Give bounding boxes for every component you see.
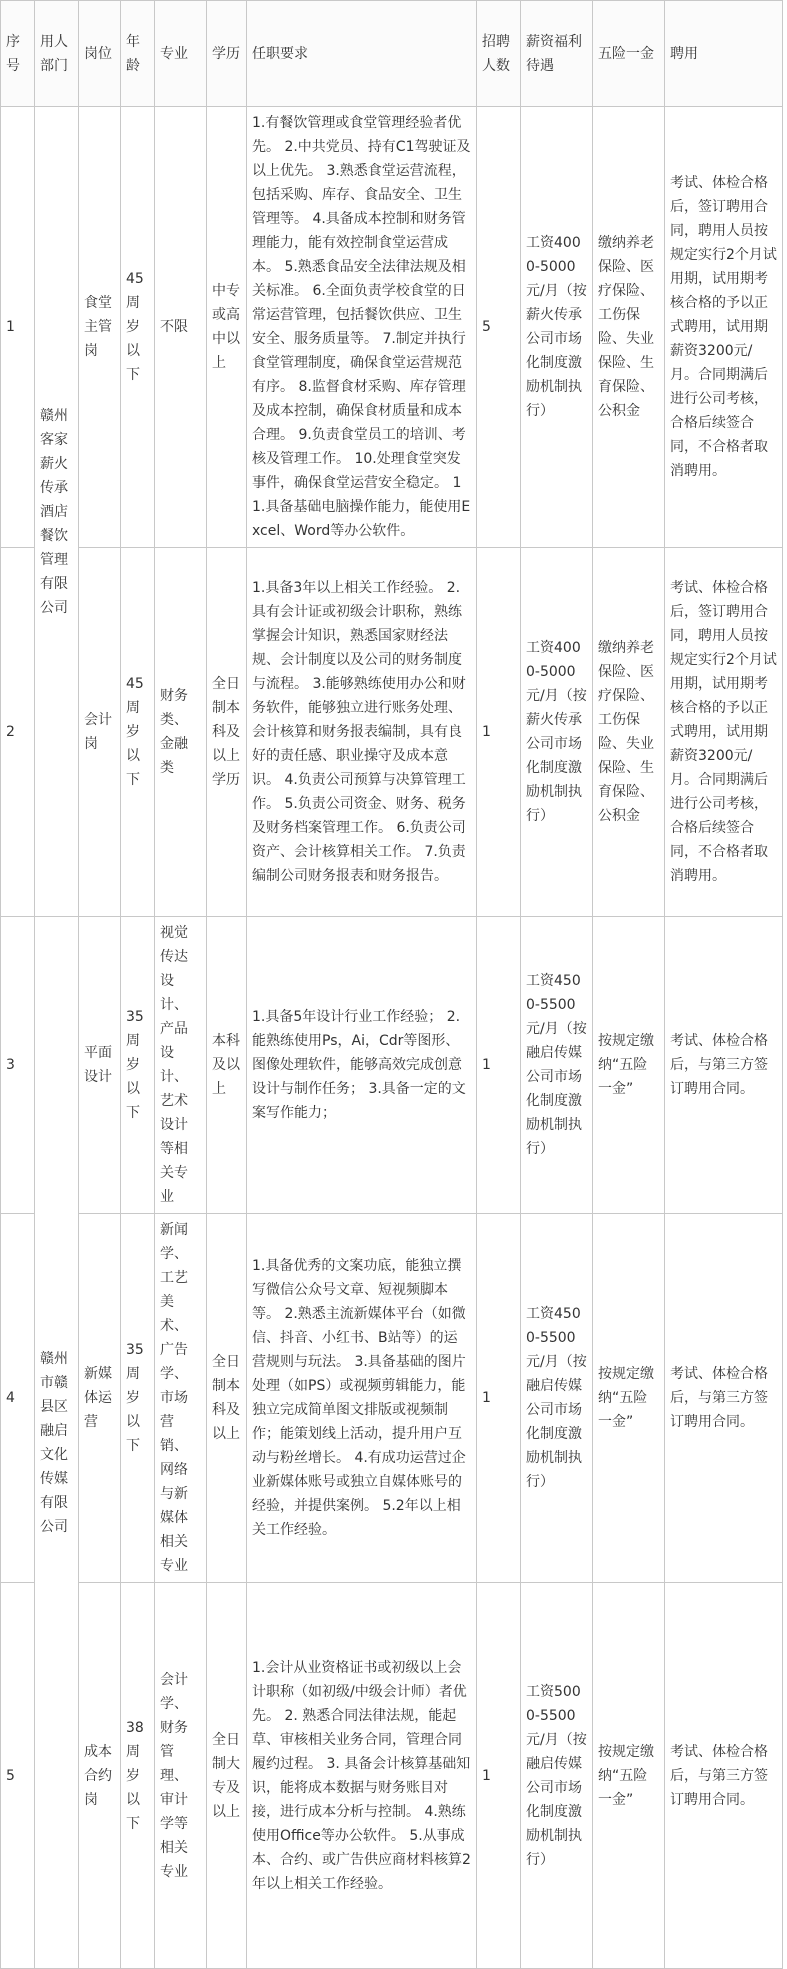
employment-cell: 考试、体检合格后，签订聘用合同，聘用人员按规定实行2个月试用期，试用期考核合格的予以正式聘用，试用期薪资3200元/月。合同期满后进行公司考核，合格后续签合同，不合格者取消聘用。 [665, 548, 783, 917]
employment-cell: 考试、体检合格后，与第三方签订聘用合同。 [665, 917, 783, 1214]
header-requirements: 任职要求 [247, 1, 477, 107]
header-row [1, 1, 783, 107]
header-dept: 用人部门 [35, 1, 79, 107]
major-cell: 视觉传达设计、产品设计、艺术设计等相关专业 [155, 917, 207, 1214]
major-cell: 不限 [155, 107, 207, 548]
age-cell: 35周岁以下 [121, 1214, 155, 1583]
header-count: 招聘人数 [477, 1, 521, 107]
position-cell: 成本合约岗 [79, 1583, 121, 1969]
insurance-cell: 缴纳养老保险、医疗保险、工伤保险、失业保险、生育保险、公积金 [593, 107, 665, 548]
department-cell: 赣州市赣县区融启文化传媒有限公司 [35, 917, 79, 1969]
salary-cell: 工资4000-5000元/月（按薪火传承公司市场化制度激励机制执行） [521, 107, 593, 548]
position-cell: 会计岗 [79, 548, 121, 917]
table-row [1, 107, 783, 548]
age-cell: 35周岁以下 [121, 917, 155, 1214]
header-position: 岗位 [79, 1, 121, 107]
header-major: 专业 [155, 1, 207, 107]
employment-cell: 考试、体检合格后，与第三方签订聘用合同。 [665, 1214, 783, 1583]
department-cell: 赣州客家薪火传承酒店餐饮管理有限公司 [35, 107, 79, 917]
education-cell: 中专或高中以上 [207, 107, 247, 548]
table-row [1, 917, 783, 1214]
count-cell: 1 [477, 1583, 521, 1969]
position-cell: 食堂主管岗 [79, 107, 121, 548]
requirements-cell: 1.具备3年以上相关工作经验。 2.具有会计证或初级会计职称，熟练掌握会计知识，熟悉国家财经法规、会计制度以及公司的财务制度与流程。 3.能够熟练使用办公和财务软件，能够独立进行账务处理、会计核算和财务报表编制，具有良好的责任感、职业操守及成本意识。 4.负责公司预算与决算管理工作。 5.负责公司资金、财务、税务及财务档案管理工作。 6.负责公司资产、会计核算相关工作。 7.负责编制公司财务报表和财务报告。 [247, 548, 477, 917]
major-cell: 新闻学、工艺美术、广告学、市场营销、网络与新媒体相关专业 [155, 1214, 207, 1583]
count-cell: 1 [477, 917, 521, 1214]
header-insurance: 五险一金 [593, 1, 665, 107]
count-cell: 5 [477, 107, 521, 548]
row-no: 3 [1, 917, 35, 1214]
insurance-cell: 按规定缴纳“五险一金” [593, 917, 665, 1214]
header-no: 序号 [1, 1, 35, 107]
requirements-cell: 1.会计从业资格证书或初级以上会计职称（如初级/中级会计师）者优先。 2. 熟悉合同法律法规，能起草、审核相关业务合同，管理合同履约过程。 3. 具备会计核算基础知识，能将成本数据与财务账目对接，进行成本分析与控制。 4.熟练使用Office等办公软件。 5.从事成本、合约、或广告供应商材料核算2年以上相关工作经验。 [247, 1583, 477, 1969]
row-no: 1 [1, 107, 35, 548]
table-row [1, 1214, 783, 1583]
position-cell: 平面设计 [79, 917, 121, 1214]
requirements-cell: 1.具备5年设计行业工作经验； 2.能熟练使用Ps，Ai，Cdr等图形、图像处理软件，能够高效完成创意设计与制作任务； 3.具备一定的文案写作能力； [247, 917, 477, 1214]
row-no: 2 [1, 548, 35, 917]
row-no: 5 [1, 1583, 35, 1969]
header-salary: 薪资福利待遇 [521, 1, 593, 107]
requirements-cell: 1.有餐饮管理或食堂管理经验者优先。 2.中共党员、持有C1驾驶证及以上优先。 3.熟悉食堂运营流程，包括采购、库存、食品安全、卫生管理等。 4.具备成本控制和财务管理能力，能有效控制食堂运营成本。 5.熟悉食品安全法律法规及相关标准。 6.全面负责学校食堂的日常运营管理，包括餐饮供应、卫生安全、服务质量等。 7.制定并执行食堂管理制度，确保食堂运营规范有序。 8.监督食材采购、库存管理及成本控制，确保食材质量和成本合理。 9.负责食堂员工的培训、考核及管理工作。 10.处理食堂突发事件，确保食堂运营安全稳定。 11.具备基础电脑操作能力，能使用Excel、Word等办公软件。 [247, 107, 477, 548]
table-row [1, 548, 783, 917]
employment-cell: 考试、体检合格后，签订聘用合同，聘用人员按规定实行2个月试用期，试用期考核合格的予以正式聘用，试用期薪资3200元/月。合同期满后进行公司考核，合格后续签合同，不合格者取消聘用。 [665, 107, 783, 548]
requirements-cell: 1.具备优秀的文案功底，能独立撰写微信公众号文章、短视频脚本等。 2.熟悉主流新媒体平台（如微信、抖音、小红书、B站等）的运营规则与玩法。 3.具备基础的图片处理（如PS）或视频剪辑能力，能独立完成简单图文排版或视频制作；能策划线上活动，提升用户互动与粉丝增长。 4.有成功运营过企业新媒体账号或独立自媒体账号的经验，并提供案例。 5.2年以上相关工作经验。 [247, 1214, 477, 1583]
table-row [1, 1583, 783, 1969]
header-education: 学历 [207, 1, 247, 107]
insurance-cell: 按规定缴纳“五险一金” [593, 1214, 665, 1583]
insurance-cell: 缴纳养老保险、医疗保险、工伤保险、失业保险、生育保险、公积金 [593, 548, 665, 917]
education-cell: 本科及以上 [207, 917, 247, 1214]
insurance-cell: 按规定缴纳“五险一金” [593, 1583, 665, 1969]
major-cell: 会计学、财务管理、审计学等相关专业 [155, 1583, 207, 1969]
age-cell: 45周岁以下 [121, 548, 155, 917]
employment-cell: 考试、体检合格后，与第三方签订聘用合同。 [665, 1583, 783, 1969]
header-age: 年龄 [121, 1, 155, 107]
salary-cell: 工资4500-5500元/月（按融启传媒公司市场化制度激励机制执行） [521, 1214, 593, 1583]
age-cell: 45周岁以下 [121, 107, 155, 548]
age-cell: 38周岁以下 [121, 1583, 155, 1969]
position-cell: 新媒体运营 [79, 1214, 121, 1583]
education-cell: 全日制大专及以上 [207, 1583, 247, 1969]
education-cell: 全日制本科及以上学历 [207, 548, 247, 917]
count-cell: 1 [477, 1214, 521, 1583]
header-employment: 聘用 [665, 1, 783, 107]
salary-cell: 工资4000-5000元/月（按薪火传承公司市场化制度激励机制执行） [521, 548, 593, 917]
salary-cell: 工资4500-5500元/月（按融启传媒公司市场化制度激励机制执行） [521, 917, 593, 1214]
education-cell: 全日制本科及以上 [207, 1214, 247, 1583]
major-cell: 财务类、金融类 [155, 548, 207, 917]
count-cell: 1 [477, 548, 521, 917]
row-no: 4 [1, 1214, 35, 1583]
salary-cell: 工资5000-5500元/月（按融启传媒公司市场化制度激励机制执行） [521, 1583, 593, 1969]
